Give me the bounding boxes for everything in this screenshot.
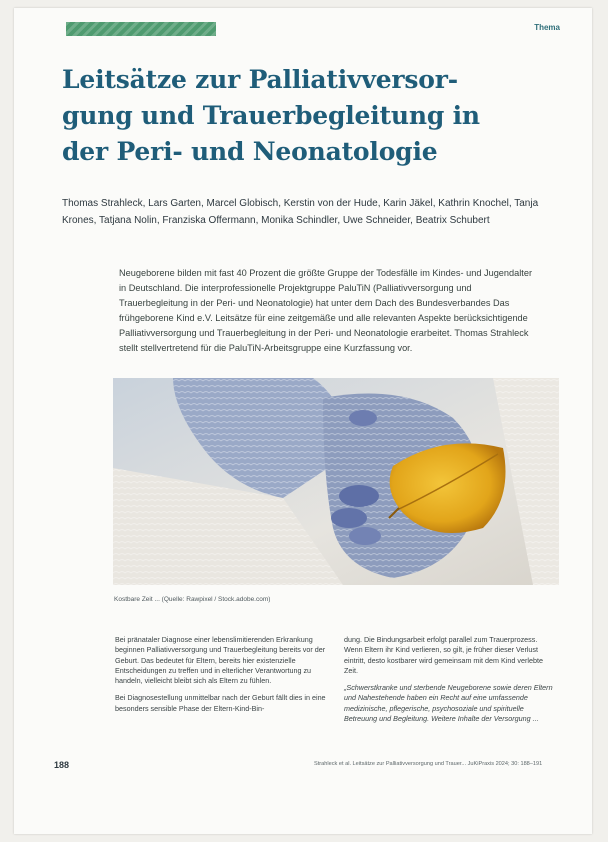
article-authors: Thomas Strahleck, Lars Garten, Marcel Globisch, Kerstin von der Hude, Karin Jäkel, Kathrin Knochel, Tanja Krones, Tatjana Nolin, Franziska Offermann, Monika Schindler, Uwe Schneider, Beatrix Schubert [62, 198, 539, 226]
article-title: Leitsätze zur Palliativversor- gung und Trauerbegleitung in der Peri- und Neonatologie [62, 65, 480, 166]
article-abstract: Neugeborene bilden mit fast 40 Prozent die größte Gruppe der Todesfälle im Kindes- und Jugendalter in Deutschland. Die interprofessionelle Projektgruppe PaluTiN (Palliativversorgung und Trauerbegleitung in der Peri- und Neonatologie) hat unter dem Dach des Bundesverbandes Das frühgeborene Kind e.V. Leitsätze für eine zeitgemäße und alle relevanten Aspekte berücksichtigende Palliativversorgung und Trauerbegleitung in der Peri- und Neonatologie erarbeitet. Thomas Strahleck stellt stellvertretend für die PaluTiN-Arbeitsgruppe eine Kurzfassung vor. [119, 268, 533, 353]
body-quote: „Schwerstkranke und sterbende Neugeborene sowie deren Eltern und Nahestehende haben ein Recht auf eine umfassende medizinische, pflegerische, psychosoziale und spirituelle Betreuung und Begleitung. Weitere Inhalte der Versorgung ... [344, 683, 553, 724]
magazine-page [14, 8, 592, 834]
body-column-right [344, 635, 557, 731]
body-paragraph: Bei Diagnosestellung unmittelbar nach der Geburt fällt dies in eine besonders sensible Phase der Eltern-Kind-Bin- [115, 693, 326, 713]
image-caption: Kostbare Zeit ... (Quelle: Rawpixel / Stock.adobe.com) [114, 596, 271, 603]
body-paragraph: dung. Die Bindungsarbeit erfolgt parallel zum Trauerprozess. Wenn Eltern ihr Kind verlieren, so gilt, je früher dieser Verlust eintritt, desto kostbarer wird gemeinsam mit dem Kind verlebte Zeit. [344, 635, 543, 675]
body-paragraph: Bei pränataler Diagnose einer lebenslimitierenden Erkrankung beginnen Palliativversorgung und Trauerbegleitung bereits vor der Geburt. Das bedeutet für Eltern, bereits hier existenzielle Entscheidungen zu treffen und in elterlicher Verantwortung zu handeln, vielleicht bleibt sich als Eltern zu fühlen. [115, 635, 326, 686]
topic-label: Thema [534, 23, 560, 32]
page-number: 188 [54, 760, 70, 770]
article-photo [113, 378, 559, 585]
footer-reference: Strahleck et al. Leitsätze zur Palliativversorgung und Trauer... JuKiPraxis 2024; 30: 188–191 [314, 761, 543, 767]
gloved-hands-with-leaf-image [113, 378, 559, 585]
section-tag-bar [66, 22, 216, 36]
body-column-left [115, 635, 328, 721]
